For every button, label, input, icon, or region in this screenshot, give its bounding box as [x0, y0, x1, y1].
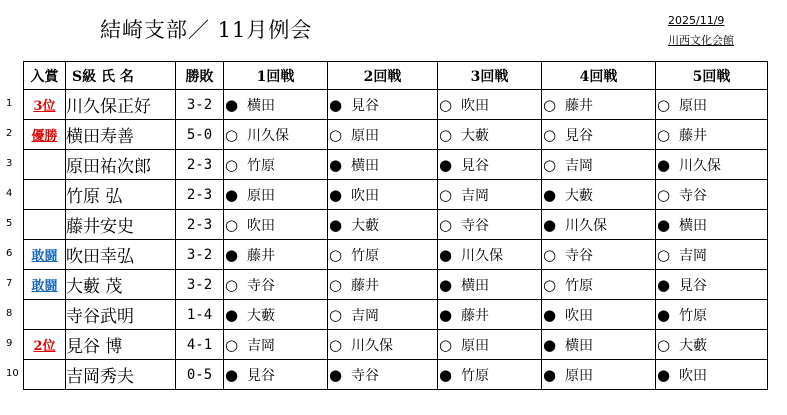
match-result-round-5 [656, 360, 768, 390]
match-result-round-2 [328, 360, 438, 390]
col-header-round-3: 3回戦 [438, 62, 542, 90]
match-result-round-2 [328, 120, 438, 150]
opponent-name: 寺谷 [351, 367, 379, 384]
match-result-round-3 [438, 270, 542, 300]
loss-mark-icon: ● [542, 185, 557, 204]
award-cell [24, 240, 66, 270]
opponent-name: 原田 [351, 127, 379, 144]
table-row [24, 360, 768, 390]
match-result-round-2 [328, 300, 438, 330]
table-row [24, 270, 768, 300]
opponent-name: 横田 [351, 157, 379, 174]
row-number: 7 [6, 278, 13, 289]
match-result-round-4 [542, 90, 656, 120]
opponent-name: 川久保 [247, 127, 289, 144]
match-result-round-5 [656, 300, 768, 330]
loss-mark-icon: ● [224, 95, 239, 114]
match-result-round-2 [328, 150, 438, 180]
loss-mark-icon: ● [438, 275, 453, 294]
row-number: 8 [6, 308, 13, 319]
match-result-round-1 [224, 210, 328, 240]
opponent-name: 吹田 [461, 97, 489, 114]
win-loss-record: 4-1 [176, 330, 224, 360]
player-name: 横田寿善 [66, 120, 176, 150]
loss-mark-icon: ● [542, 335, 557, 354]
match-result-round-4 [542, 330, 656, 360]
col-header-round-5: 5回戦 [656, 62, 768, 90]
match-result-round-2 [328, 270, 438, 300]
win-mark-icon: ○ [328, 275, 343, 294]
table-row [24, 180, 768, 210]
col-header-round-4: 4回戦 [542, 62, 656, 90]
win-mark-icon: ○ [542, 125, 557, 144]
match-result-round-3 [438, 120, 542, 150]
event-date: 2025/11/9 [668, 14, 725, 27]
player-name: 寺谷武明 [66, 300, 176, 330]
win-mark-icon: ○ [656, 185, 671, 204]
match-result-round-2 [328, 180, 438, 210]
opponent-name: 横田 [565, 337, 593, 354]
match-result-round-5 [656, 120, 768, 150]
loss-mark-icon: ● [224, 365, 239, 384]
opponent-name: 原田 [461, 337, 489, 354]
loss-mark-icon: ● [328, 155, 343, 174]
table-row [24, 330, 768, 360]
win-mark-icon: ○ [542, 155, 557, 174]
loss-mark-icon: ● [656, 365, 671, 384]
loss-mark-icon: ● [328, 365, 343, 384]
opponent-name: 横田 [461, 277, 489, 294]
opponent-name: 川久保 [679, 157, 721, 174]
win-loss-record: 1-4 [176, 300, 224, 330]
loss-mark-icon: ● [224, 185, 239, 204]
opponent-name: 竹原 [565, 277, 593, 294]
page-title: 結崎支部／ 11月例会 [100, 18, 313, 42]
opponent-name: 寺谷 [247, 277, 275, 294]
col-header-award: 入賞 [24, 62, 66, 90]
win-mark-icon: ○ [224, 215, 239, 234]
match-result-round-3 [438, 150, 542, 180]
opponent-name: 藤井 [247, 247, 275, 264]
loss-mark-icon: ● [328, 185, 343, 204]
loss-mark-icon: ● [224, 305, 239, 324]
win-loss-record: 0-5 [176, 360, 224, 390]
win-mark-icon: ○ [224, 125, 239, 144]
match-result-round-4 [542, 120, 656, 150]
opponent-name: 吉岡 [565, 157, 593, 174]
match-result-round-3 [438, 360, 542, 390]
match-result-round-1 [224, 240, 328, 270]
match-result-round-1 [224, 330, 328, 360]
table-row [24, 210, 768, 240]
win-mark-icon: ○ [224, 335, 239, 354]
opponent-name: 吹田 [565, 307, 593, 324]
player-name: 大藪 茂 [66, 270, 176, 300]
win-mark-icon: ○ [438, 215, 453, 234]
award-label: 敢闘 [31, 279, 58, 294]
col-header-round-2: 2回戦 [328, 62, 438, 90]
match-result-round-3 [438, 240, 542, 270]
opponent-name: 見谷 [461, 157, 489, 174]
opponent-name: 竹原 [679, 307, 707, 324]
win-mark-icon: ○ [656, 335, 671, 354]
loss-mark-icon: ● [542, 305, 557, 324]
col-header-round-1: 1回戦 [224, 62, 328, 90]
loss-mark-icon: ● [438, 365, 453, 384]
match-result-round-2 [328, 210, 438, 240]
match-result-round-1 [224, 180, 328, 210]
match-result-round-1 [224, 90, 328, 120]
opponent-name: 原田 [247, 187, 275, 204]
opponent-name: 見谷 [565, 127, 593, 144]
award-cell [24, 120, 66, 150]
opponent-name: 吉岡 [461, 187, 489, 204]
win-mark-icon: ○ [224, 155, 239, 174]
win-mark-icon: ○ [328, 305, 343, 324]
table-row [24, 90, 768, 120]
loss-mark-icon: ● [656, 275, 671, 294]
row-number: 3 [6, 158, 13, 169]
match-result-round-4 [542, 150, 656, 180]
win-loss-record: 2-3 [176, 150, 224, 180]
table-row [24, 150, 768, 180]
match-result-round-3 [438, 300, 542, 330]
match-result-round-5 [656, 210, 768, 240]
opponent-name: 吉岡 [247, 337, 275, 354]
opponent-name: 寺谷 [565, 247, 593, 264]
loss-mark-icon: ● [656, 155, 671, 174]
opponent-name: 竹原 [247, 157, 275, 174]
loss-mark-icon: ● [542, 365, 557, 384]
opponent-name: 川久保 [351, 337, 393, 354]
opponent-name: 川久保 [565, 217, 607, 234]
win-loss-record: 3-2 [176, 240, 224, 270]
match-result-round-4 [542, 180, 656, 210]
award-label: 敢闘 [31, 249, 58, 264]
table-row [24, 300, 768, 330]
table-header-row [24, 62, 768, 90]
match-result-round-5 [656, 240, 768, 270]
win-mark-icon: ○ [438, 335, 453, 354]
col-header-name: S級 氏 名 [66, 62, 176, 90]
loss-mark-icon: ● [438, 245, 453, 264]
match-result-round-1 [224, 150, 328, 180]
win-mark-icon: ○ [656, 125, 671, 144]
win-mark-icon: ○ [656, 95, 671, 114]
win-loss-record: 2-3 [176, 180, 224, 210]
loss-mark-icon: ● [438, 155, 453, 174]
win-mark-icon: ○ [438, 125, 453, 144]
win-mark-icon: ○ [542, 245, 557, 264]
loss-mark-icon: ● [224, 245, 239, 264]
award-cell [24, 360, 66, 390]
opponent-name: 大藪 [461, 127, 489, 144]
win-mark-icon: ○ [438, 95, 453, 114]
opponent-name: 吹田 [247, 217, 275, 234]
match-result-round-3 [438, 90, 542, 120]
loss-mark-icon: ● [542, 215, 557, 234]
row-number: 1 [6, 98, 13, 109]
event-venue: 川西文化会館 [668, 34, 734, 47]
match-result-round-5 [656, 270, 768, 300]
award-cell [24, 150, 66, 180]
opponent-name: 大藪 [351, 217, 379, 234]
award-label: 3位 [33, 99, 56, 114]
opponent-name: 寺谷 [461, 217, 489, 234]
opponent-name: 藤井 [351, 277, 379, 294]
loss-mark-icon: ● [328, 215, 343, 234]
opponent-name: 藤井 [461, 307, 489, 324]
match-result-round-4 [542, 270, 656, 300]
opponent-name: 原田 [565, 367, 593, 384]
opponent-name: 竹原 [351, 247, 379, 264]
award-cell [24, 90, 66, 120]
opponent-name: 横田 [679, 217, 707, 234]
opponent-name: 横田 [247, 97, 275, 114]
award-cell [24, 300, 66, 330]
win-loss-record: 3-2 [176, 270, 224, 300]
match-result-round-5 [656, 90, 768, 120]
award-cell [24, 180, 66, 210]
match-result-round-4 [542, 300, 656, 330]
row-number: 6 [6, 248, 13, 259]
win-loss-record: 5-0 [176, 120, 224, 150]
loss-mark-icon: ● [328, 95, 343, 114]
player-name: 川久保正好 [66, 90, 176, 120]
row-number: 4 [6, 188, 13, 199]
row-number: 2 [6, 128, 13, 139]
col-header-record: 勝敗 [176, 62, 224, 90]
win-loss-record: 2-3 [176, 210, 224, 240]
award-label: 2位 [33, 339, 56, 354]
player-name: 藤井安史 [66, 210, 176, 240]
opponent-name: 見谷 [247, 367, 275, 384]
match-result-round-4 [542, 210, 656, 240]
win-loss-record: 3-2 [176, 90, 224, 120]
match-result-round-3 [438, 180, 542, 210]
opponent-name: 大藪 [679, 337, 707, 354]
opponent-name: 吉岡 [351, 307, 379, 324]
award-cell [24, 210, 66, 240]
match-result-round-2 [328, 90, 438, 120]
opponent-name: 見谷 [351, 97, 379, 114]
match-result-round-1 [224, 360, 328, 390]
table-row [24, 120, 768, 150]
opponent-name: 川久保 [461, 247, 503, 264]
match-result-round-1 [224, 300, 328, 330]
opponent-name: 吹田 [679, 367, 707, 384]
loss-mark-icon: ● [438, 305, 453, 324]
match-result-round-5 [656, 180, 768, 210]
opponent-name: 吉岡 [679, 247, 707, 264]
match-result-round-3 [438, 330, 542, 360]
row-number: 10 [6, 368, 19, 379]
win-mark-icon: ○ [328, 335, 343, 354]
opponent-name: 藤井 [679, 127, 707, 144]
award-label: 優勝 [31, 129, 58, 144]
match-result-round-5 [656, 150, 768, 180]
opponent-name: 寺谷 [679, 187, 707, 204]
player-name: 吹田幸弘 [66, 240, 176, 270]
opponent-name: 原田 [679, 97, 707, 114]
loss-mark-icon: ● [656, 215, 671, 234]
match-result-round-2 [328, 330, 438, 360]
match-result-round-3 [438, 210, 542, 240]
win-mark-icon: ○ [328, 245, 343, 264]
award-cell [24, 270, 66, 300]
results-table [23, 61, 768, 390]
opponent-name: 竹原 [461, 367, 489, 384]
opponent-name: 藤井 [565, 97, 593, 114]
opponent-name: 大藪 [565, 187, 593, 204]
player-name: 吉岡秀夫 [66, 360, 176, 390]
win-mark-icon: ○ [328, 125, 343, 144]
win-mark-icon: ○ [542, 95, 557, 114]
match-result-round-4 [542, 240, 656, 270]
player-name: 竹原 弘 [66, 180, 176, 210]
win-mark-icon: ○ [656, 245, 671, 264]
player-name: 原田祐次郎 [66, 150, 176, 180]
match-result-round-1 [224, 120, 328, 150]
opponent-name: 吹田 [351, 187, 379, 204]
row-number: 9 [6, 338, 13, 349]
loss-mark-icon: ● [656, 305, 671, 324]
opponent-name: 見谷 [679, 277, 707, 294]
match-result-round-4 [542, 360, 656, 390]
award-cell [24, 330, 66, 360]
player-name: 見谷 博 [66, 330, 176, 360]
row-number: 5 [6, 218, 13, 229]
match-result-round-1 [224, 270, 328, 300]
match-result-round-2 [328, 240, 438, 270]
win-mark-icon: ○ [224, 275, 239, 294]
win-mark-icon: ○ [438, 185, 453, 204]
table-row [24, 240, 768, 270]
opponent-name: 大藪 [247, 307, 275, 324]
match-result-round-5 [656, 330, 768, 360]
win-mark-icon: ○ [542, 275, 557, 294]
